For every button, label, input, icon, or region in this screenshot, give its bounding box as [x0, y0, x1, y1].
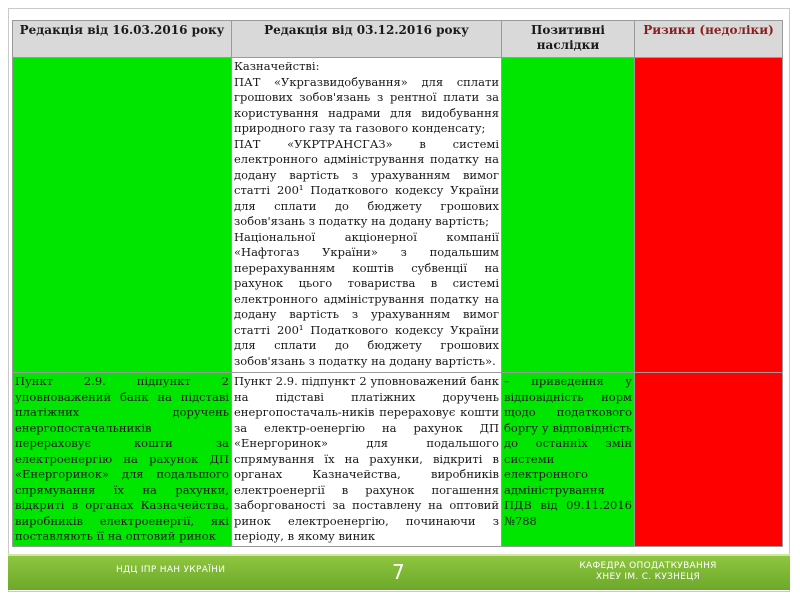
row2-new-text: Пункт 2.9. підпункт 2 уповноважений банк на підставі платіжних доручень енергопостачаль-ників перераховує кошти за електр-оенергію на рахунок ДП «Енергоринок» для подальшого спрямування їх на рахунки, відкриті в органах Казначейства, виробників електроенергії в рахунок погашення заборгованості за поставлену на оптовий ринок електроенергію, починаючи з періоду, в якому виник	[234, 374, 499, 543]
row2-new-edition-cell	[232, 373, 502, 547]
footer-bar	[8, 554, 790, 590]
comparison-table	[12, 20, 783, 547]
row1-paragraph: Національної акціонерної компанії «Нафтогаз України» з подальшим перерахуванням коштів субвенції на рахунок цього товариства в системі електронного адміністрування податку на додану вартість з урахуванням вимог статті 200¹ Податкового кодексу України для сплати до бюджету грошових зобов'язань з податку на додану вартість».	[234, 229, 499, 368]
row1-risk-cell	[635, 58, 783, 373]
row1-paragraph: ПАТ «УКРТРАНСГАЗ» в системі електронного адміністрування податку на додану вартість з урахуванням вимог статті 200¹ Податкового кодексу України для сплати до бюджету грошових зобов'язань з податку на додану вартість;	[234, 136, 499, 228]
header-edition-2016-03: Редакція від 16.03.2016 року	[13, 21, 232, 58]
footer-institute: НДЦ ІПР НАН УКРАЇНИ	[116, 565, 226, 575]
footer-department-line2: ХНЕУ ІМ. С. КУЗНЕЦЯ	[595, 572, 701, 582]
page-number: 7	[392, 560, 405, 584]
row1-paragraph: ПАТ «Укргазвидобування» для сплати грошових зобов'язань з рентної плати за користування надрами для видобування природного газу та газового конденсату;	[234, 74, 499, 135]
header-edition-2016-12: Редакція від 03.12.2016 року	[232, 21, 502, 58]
header-risks: Ризики (недоліки)	[635, 21, 783, 58]
footer-department	[528, 561, 768, 583]
row2-risk-cell	[635, 373, 783, 547]
row1-new-edition-cell	[232, 58, 502, 373]
row1-positive-cell	[502, 58, 635, 373]
row1-old-edition-cell	[13, 58, 232, 373]
row2-old-text: Пункт 2.9. підпункт 2 уповноважений банк на підставі платіжних доручень енергопостачальників перераховує кошти за електроенергію на рахунок ДП «Енергоринок» для подальшого спрямування їх на рахунки, відкриті в органах Казначейства, виробників електроенергії, які поставляють її на оптовий ринок	[15, 374, 229, 543]
footer-department-line1: КАФЕДРА ОПОДАТКУВАННЯ	[579, 561, 717, 571]
row1-paragraph: Казначействі:	[234, 59, 320, 73]
row2-positive-cell	[502, 373, 635, 547]
row2-positive-text: – приведення у відповідність норм щодо податкового боргу у відповідність до останніх змін системи електронного адміністрування ПДВ від 09.11.2016 №788	[504, 374, 632, 528]
header-positive-effects: Позитивні наслідки	[502, 21, 635, 58]
row2-old-edition-cell	[13, 373, 232, 547]
table-row	[13, 58, 783, 373]
table-header-row	[13, 21, 783, 58]
table-row	[13, 373, 783, 547]
